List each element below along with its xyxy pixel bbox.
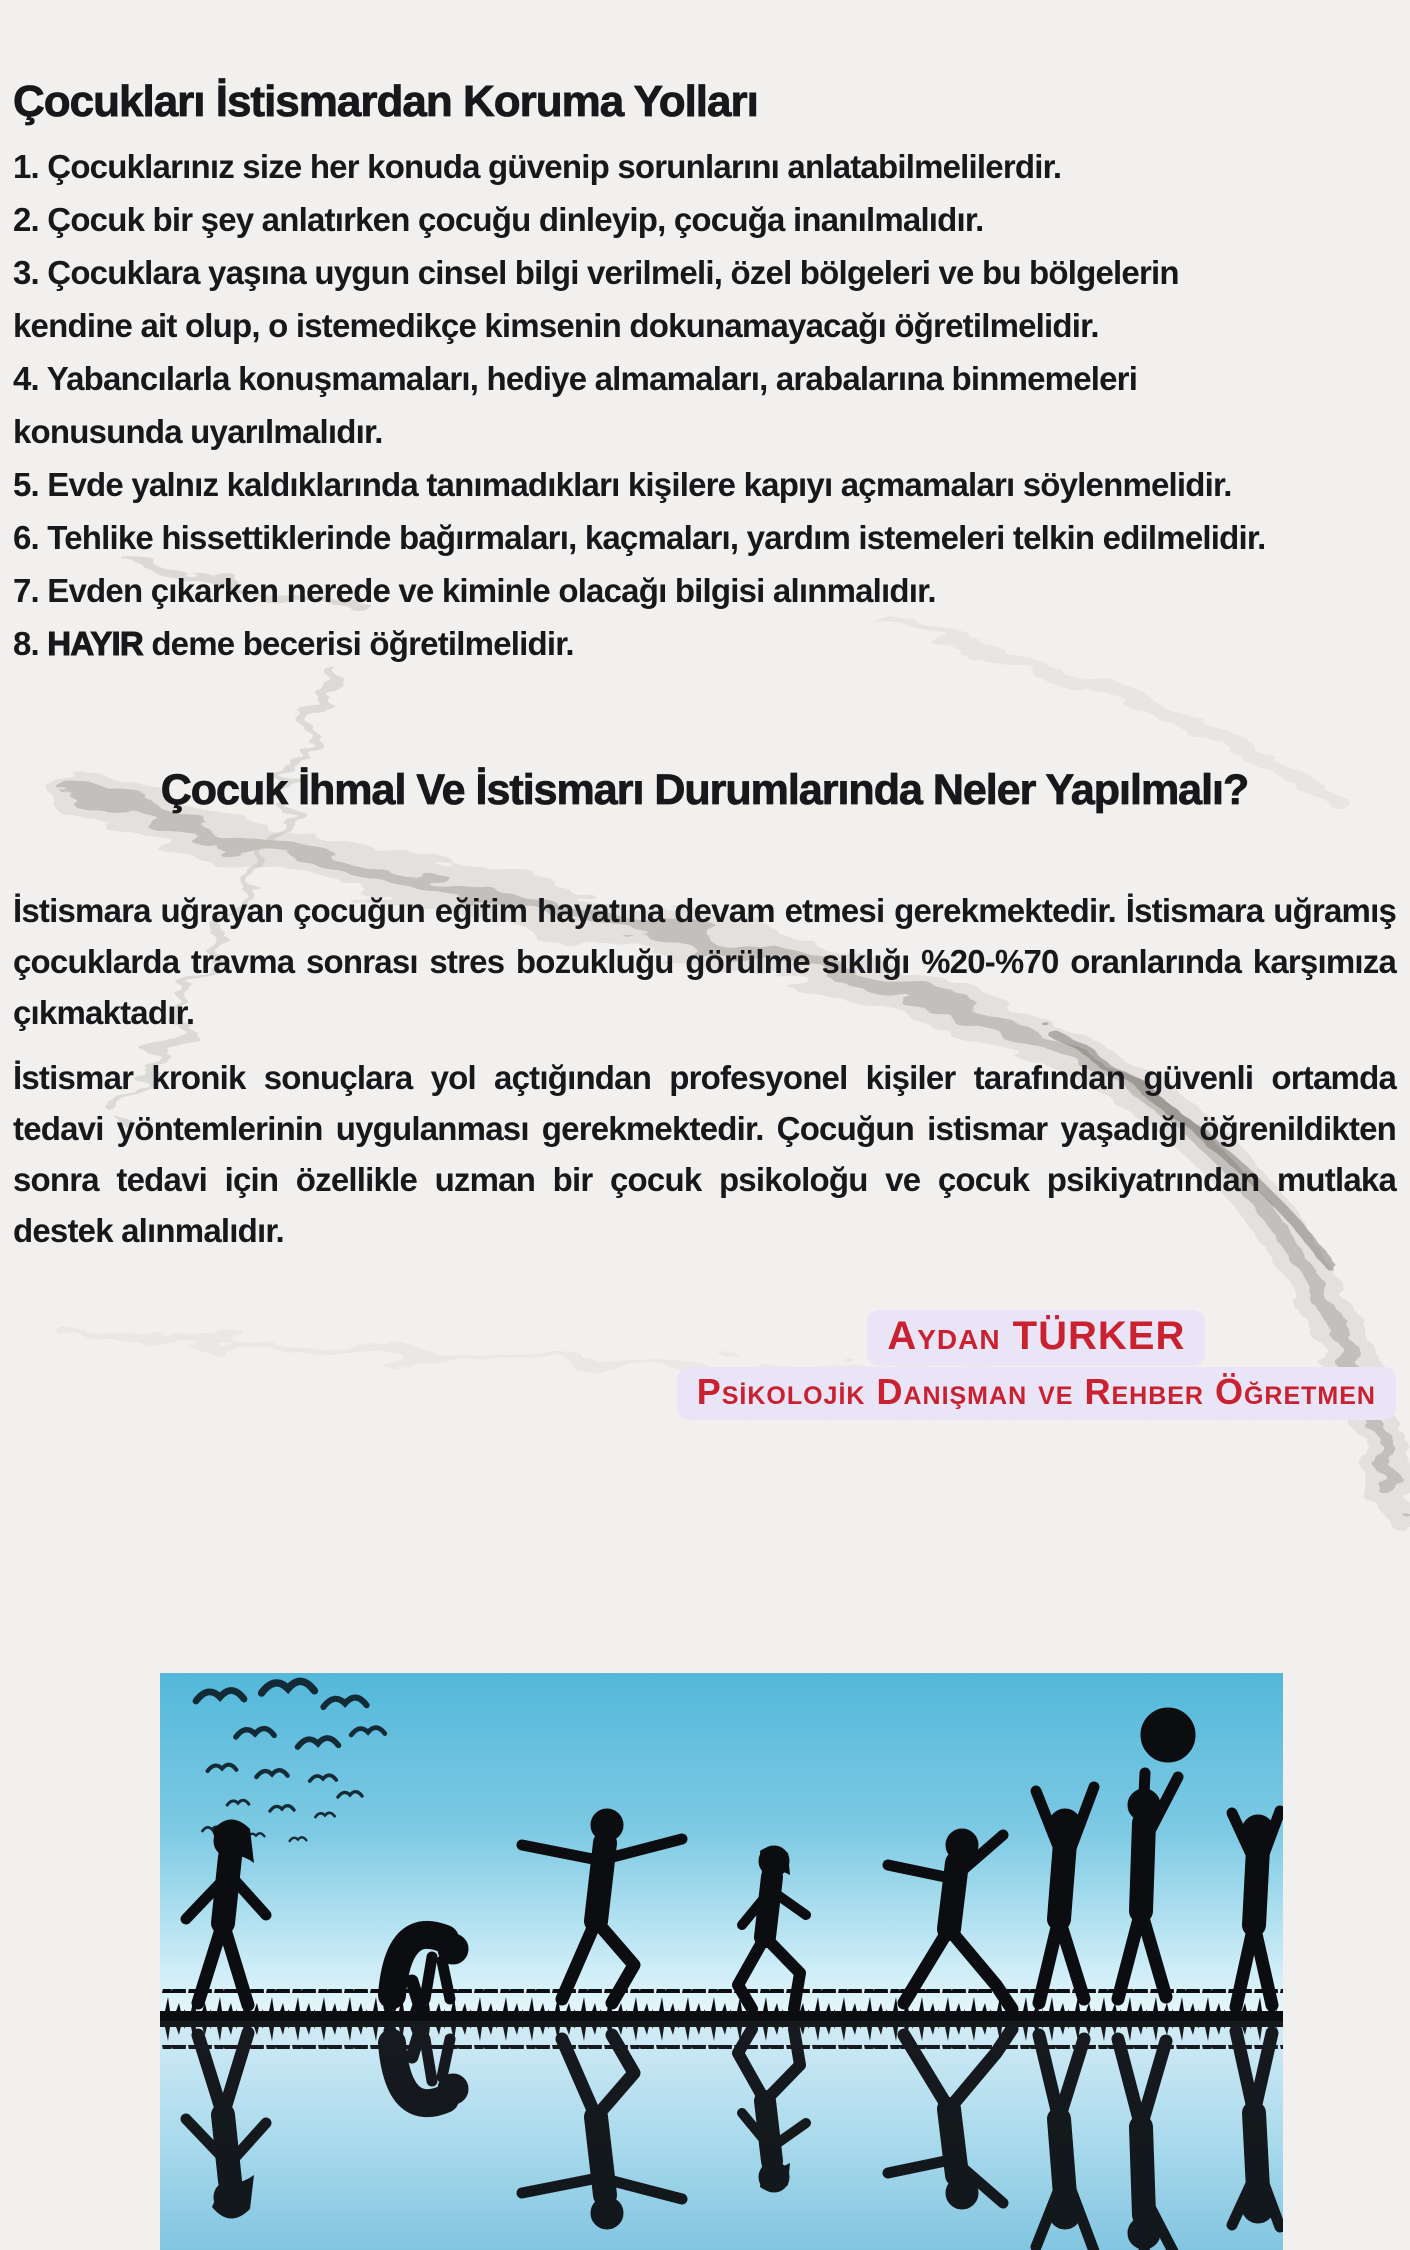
hayir-emphasis: HAYIR bbox=[47, 624, 143, 662]
page-title: Çocukları İstismardan Koruma Yolları bbox=[13, 77, 758, 126]
list-item-4: 4. Yabancılarla konuşmamaları, hediye almamaları, arabalarına binmemeleri konusunda uyarılmalıdır. bbox=[13, 359, 1138, 450]
list-item-5: 5. Evde yalnız kaldıklarında tanımadıkları kişilere kapıyı açmamaları söylenmelidir. bbox=[13, 465, 1232, 503]
section-heading: Çocuk İhmal Ve İstismarı Durumlarında Neler Yapılmalı? bbox=[160, 765, 1249, 814]
list-item-1: 1. Çocuklarınız size her konuda güvenip sorunlarını anlatabilmelilerdir. bbox=[13, 147, 1062, 185]
section-paragraphs bbox=[13, 885, 1396, 1256]
children-photo bbox=[160, 1673, 1283, 2250]
protection-list bbox=[13, 140, 1285, 670]
credit-role: Psikolojik Danışman ve Rehber Öğretmen bbox=[677, 1367, 1396, 1420]
ball-icon bbox=[1141, 1708, 1195, 1762]
water bbox=[160, 2018, 1283, 2250]
credit-block bbox=[677, 1310, 1396, 1420]
list-item-8 bbox=[13, 617, 1285, 670]
sky bbox=[160, 1673, 1283, 2020]
list-item-8-prefix: 8. bbox=[13, 624, 48, 662]
list-item-8-suffix: deme becerisi öğretilmelidir. bbox=[142, 624, 574, 662]
document-body bbox=[13, 0, 1396, 1420]
credit-name: Aydan TÜRKER bbox=[867, 1310, 1205, 1366]
paragraph-2: İstismar kronik sonuçlara yol açtığından profesyonel kişiler tarafından güvenli ortamda tedavi yöntemlerinin uygulanması gerekmektedir. Çocuğun istismar yaşadığı öğrenildikten sonra tedavi için özellikle uzman bir çocuk psikoloğu ve çocuk psikiyatrından mutlaka destek alınmalıdır. bbox=[13, 1058, 1396, 1249]
list-item-7: 7. Evden çıkarken nerede ve kiminle olacağı bilgisi alınmalıdır. bbox=[13, 571, 936, 609]
children-playing-silhouette-scene bbox=[160, 1673, 1283, 2250]
list-item-3: 3. Çocuklara yaşına uygun cinsel bilgi verilmeli, özel bölgeleri ve bu bölgelerin kendine ait olup, o istemedikçe kimsenin dokunamayacağı öğretilmelidir. bbox=[13, 253, 1179, 344]
paragraph-1: İstismara uğrayan çocuğun eğitim hayatına devam etmesi gerekmektedir. İstismara uğramış çocuklarda travma sonrası stres bozukluğu görülme sıklığı %20-%70 oranlarında karşımıza çıkmaktadır. bbox=[13, 891, 1396, 1031]
list-item-6: 6. Tehlike hissettiklerinde bağırmaları, kaçmaları, yardım istemeleri telkin edilmelidir. bbox=[13, 518, 1266, 556]
list-item-2: 2. Çocuk bir şey anlatırken çocuğu dinleyip, çocuğa inanılmalıdır. bbox=[13, 200, 984, 238]
